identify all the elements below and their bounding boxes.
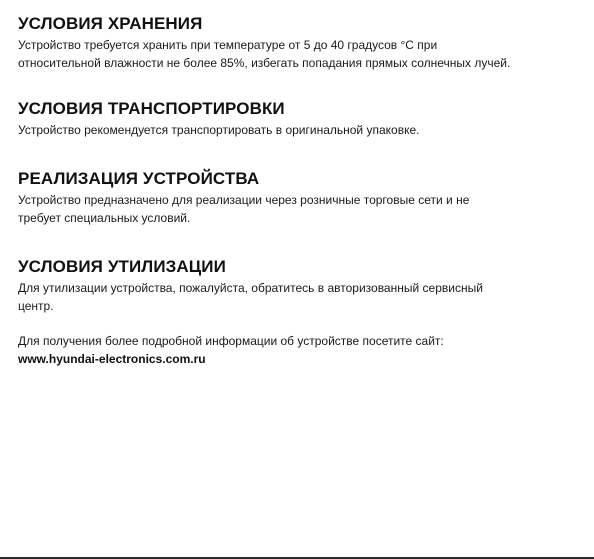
disposal-conditions-line-1: Для утилизации устройства, пожалуйста, обратитесь в авторизованный сервисный bbox=[18, 281, 483, 295]
transport-conditions-heading: УСЛОВИЯ ТРАНСПОРТИРОВКИ bbox=[18, 99, 285, 118]
website-link[interactable]: www.hyundai-electronics.com.ru bbox=[18, 352, 206, 366]
device-sale-section bbox=[18, 169, 588, 227]
storage-conditions-line-2: относительной влажности не более 85%, избегать попадания прямых солнечных лучей. bbox=[18, 56, 511, 70]
storage-conditions-section bbox=[18, 14, 588, 72]
disposal-conditions-line-2: центр. bbox=[18, 299, 54, 313]
storage-conditions-line-1: Устройство требуется хранить при температуре от 5 до 40 градусов °С при bbox=[18, 38, 438, 52]
disposal-conditions-section bbox=[18, 257, 588, 315]
device-sale-text bbox=[18, 191, 588, 227]
storage-conditions-heading: УСЛОВИЯ ХРАНЕНИЯ bbox=[18, 14, 203, 33]
device-sale-line-2: требует специальных условий. bbox=[18, 211, 191, 225]
disposal-conditions-heading: УСЛОВИЯ УТИЛИЗАЦИИ bbox=[18, 257, 226, 276]
transport-conditions-line-1: Устройство рекомендуется транспортировать в оригинальной упаковке. bbox=[18, 123, 420, 137]
more-info-block bbox=[18, 332, 588, 368]
transport-conditions-section bbox=[18, 99, 588, 139]
device-sale-heading: РЕАЛИЗАЦИЯ УСТРОЙСТВА bbox=[18, 169, 260, 188]
storage-conditions-text bbox=[18, 36, 588, 72]
disposal-conditions-text bbox=[18, 279, 588, 315]
document-content bbox=[18, 12, 588, 368]
more-info-text: Для получения более подробной информации об устройстве посетите сайт: bbox=[18, 334, 444, 348]
transport-conditions-text bbox=[18, 121, 588, 139]
device-sale-line-1: Устройство предназначено для реализации через розничные торговые сети и не bbox=[18, 193, 470, 207]
